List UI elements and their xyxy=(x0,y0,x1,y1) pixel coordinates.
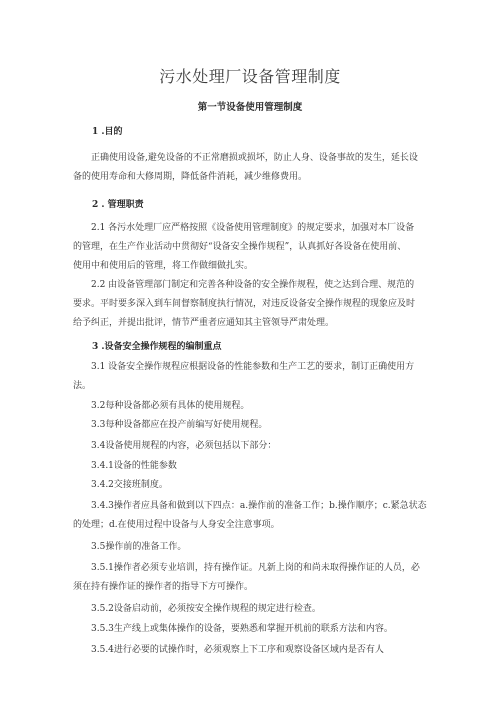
paragraph-line: 2.1 各污水处理厂应严格按照《设备使用管理制度》的规定要求，加强对本厂设备 xyxy=(91,223,415,233)
paragraph-line: 的管理，在生产作业活动中贯彻好“设备安全操作规程”，认真抓好各设备在使用前、 xyxy=(73,242,407,252)
paragraph-line: 的处理；d.在使用过程中设备与人身安全注意事项。 xyxy=(73,520,280,530)
paragraph-line: 给予纠正，并提出批评，情节严重者应通知其主管领导严肃处理。 xyxy=(73,318,335,328)
document-title: 污水处理厂设备管理制度 xyxy=(159,67,341,86)
heading-purpose: 1 .目的 xyxy=(92,127,123,137)
paragraph-line: 3.4.2交接班制度。 xyxy=(91,480,168,490)
paragraph-line: 3.4.3操作者应具备和做到以下四点：a.操作前的准备工作；b.操作顺序；c.紧急状态 xyxy=(91,501,427,511)
paragraph-line: 3.4设备使用规程的内容，必须包括以下部分： xyxy=(91,441,277,451)
paragraph-line: 正确使用设备,避免设备的不正常磨损或损坏，防止人身、设备事故的发生，延长设 xyxy=(91,153,418,163)
paragraph-line: 使用中和使用后的管理，将工作做细做扎实。 xyxy=(73,261,254,271)
paragraph-line: 须在持有操作证的操作者的指导下方可操作。 xyxy=(73,582,254,592)
paragraph-line: 3.4.1设备的性能参数 xyxy=(91,461,177,471)
paragraph-line: 法。 xyxy=(73,381,92,391)
heading-responsibilities: 2 . 管理职责 xyxy=(92,200,144,210)
heading-key-points: 3 .设备安全操作规程的编制重点 xyxy=(92,342,222,352)
paragraph-line: 3.5.4进行必要的试操作时，必须观察上下工序和观察设备区域内是否有人 xyxy=(91,645,384,655)
paragraph-line: 3.5操作前的准备工作。 xyxy=(91,542,187,552)
paragraph-line: 3.2每种设备都必须有具体的使用规程。 xyxy=(91,401,250,411)
section-title: 第一节设备使用管理制度 xyxy=(197,102,303,113)
paragraph-line: 3.5.1操作者必须专业培训，持有操作证。凡新上岗的和尚未取得操作证的人员，必 xyxy=(91,563,420,573)
paragraph-line: 3.5.3生产线上或集体操作的设备，要熟悉和掌握开机前的联系方法和内容。 xyxy=(91,624,393,634)
paragraph-line: 要求。平时要多深入到车间督察制度执行情况，对违反设备安全操作规程的现象应及时 xyxy=(73,299,416,309)
paragraph-line: 3.3每种设备都应在投产前编写好使用规程。 xyxy=(91,420,268,430)
paragraph-line: 2.2 由设备管理部门制定和完善各种设备的安全操作规程，使之达到合理、规范的 xyxy=(91,280,415,290)
paragraph-line: 备的使用寿命和大修周期，降低备件消耗，减少维修费用。 xyxy=(73,172,308,182)
paragraph-line: 3.5.2设备启动前，必须按安全操作规程的规定进行检查。 xyxy=(91,604,321,614)
paragraph-line: 3.1 设备安全操作规程应根据设备的性能参数和生产工艺的要求，制订正确使用方 xyxy=(91,362,415,372)
